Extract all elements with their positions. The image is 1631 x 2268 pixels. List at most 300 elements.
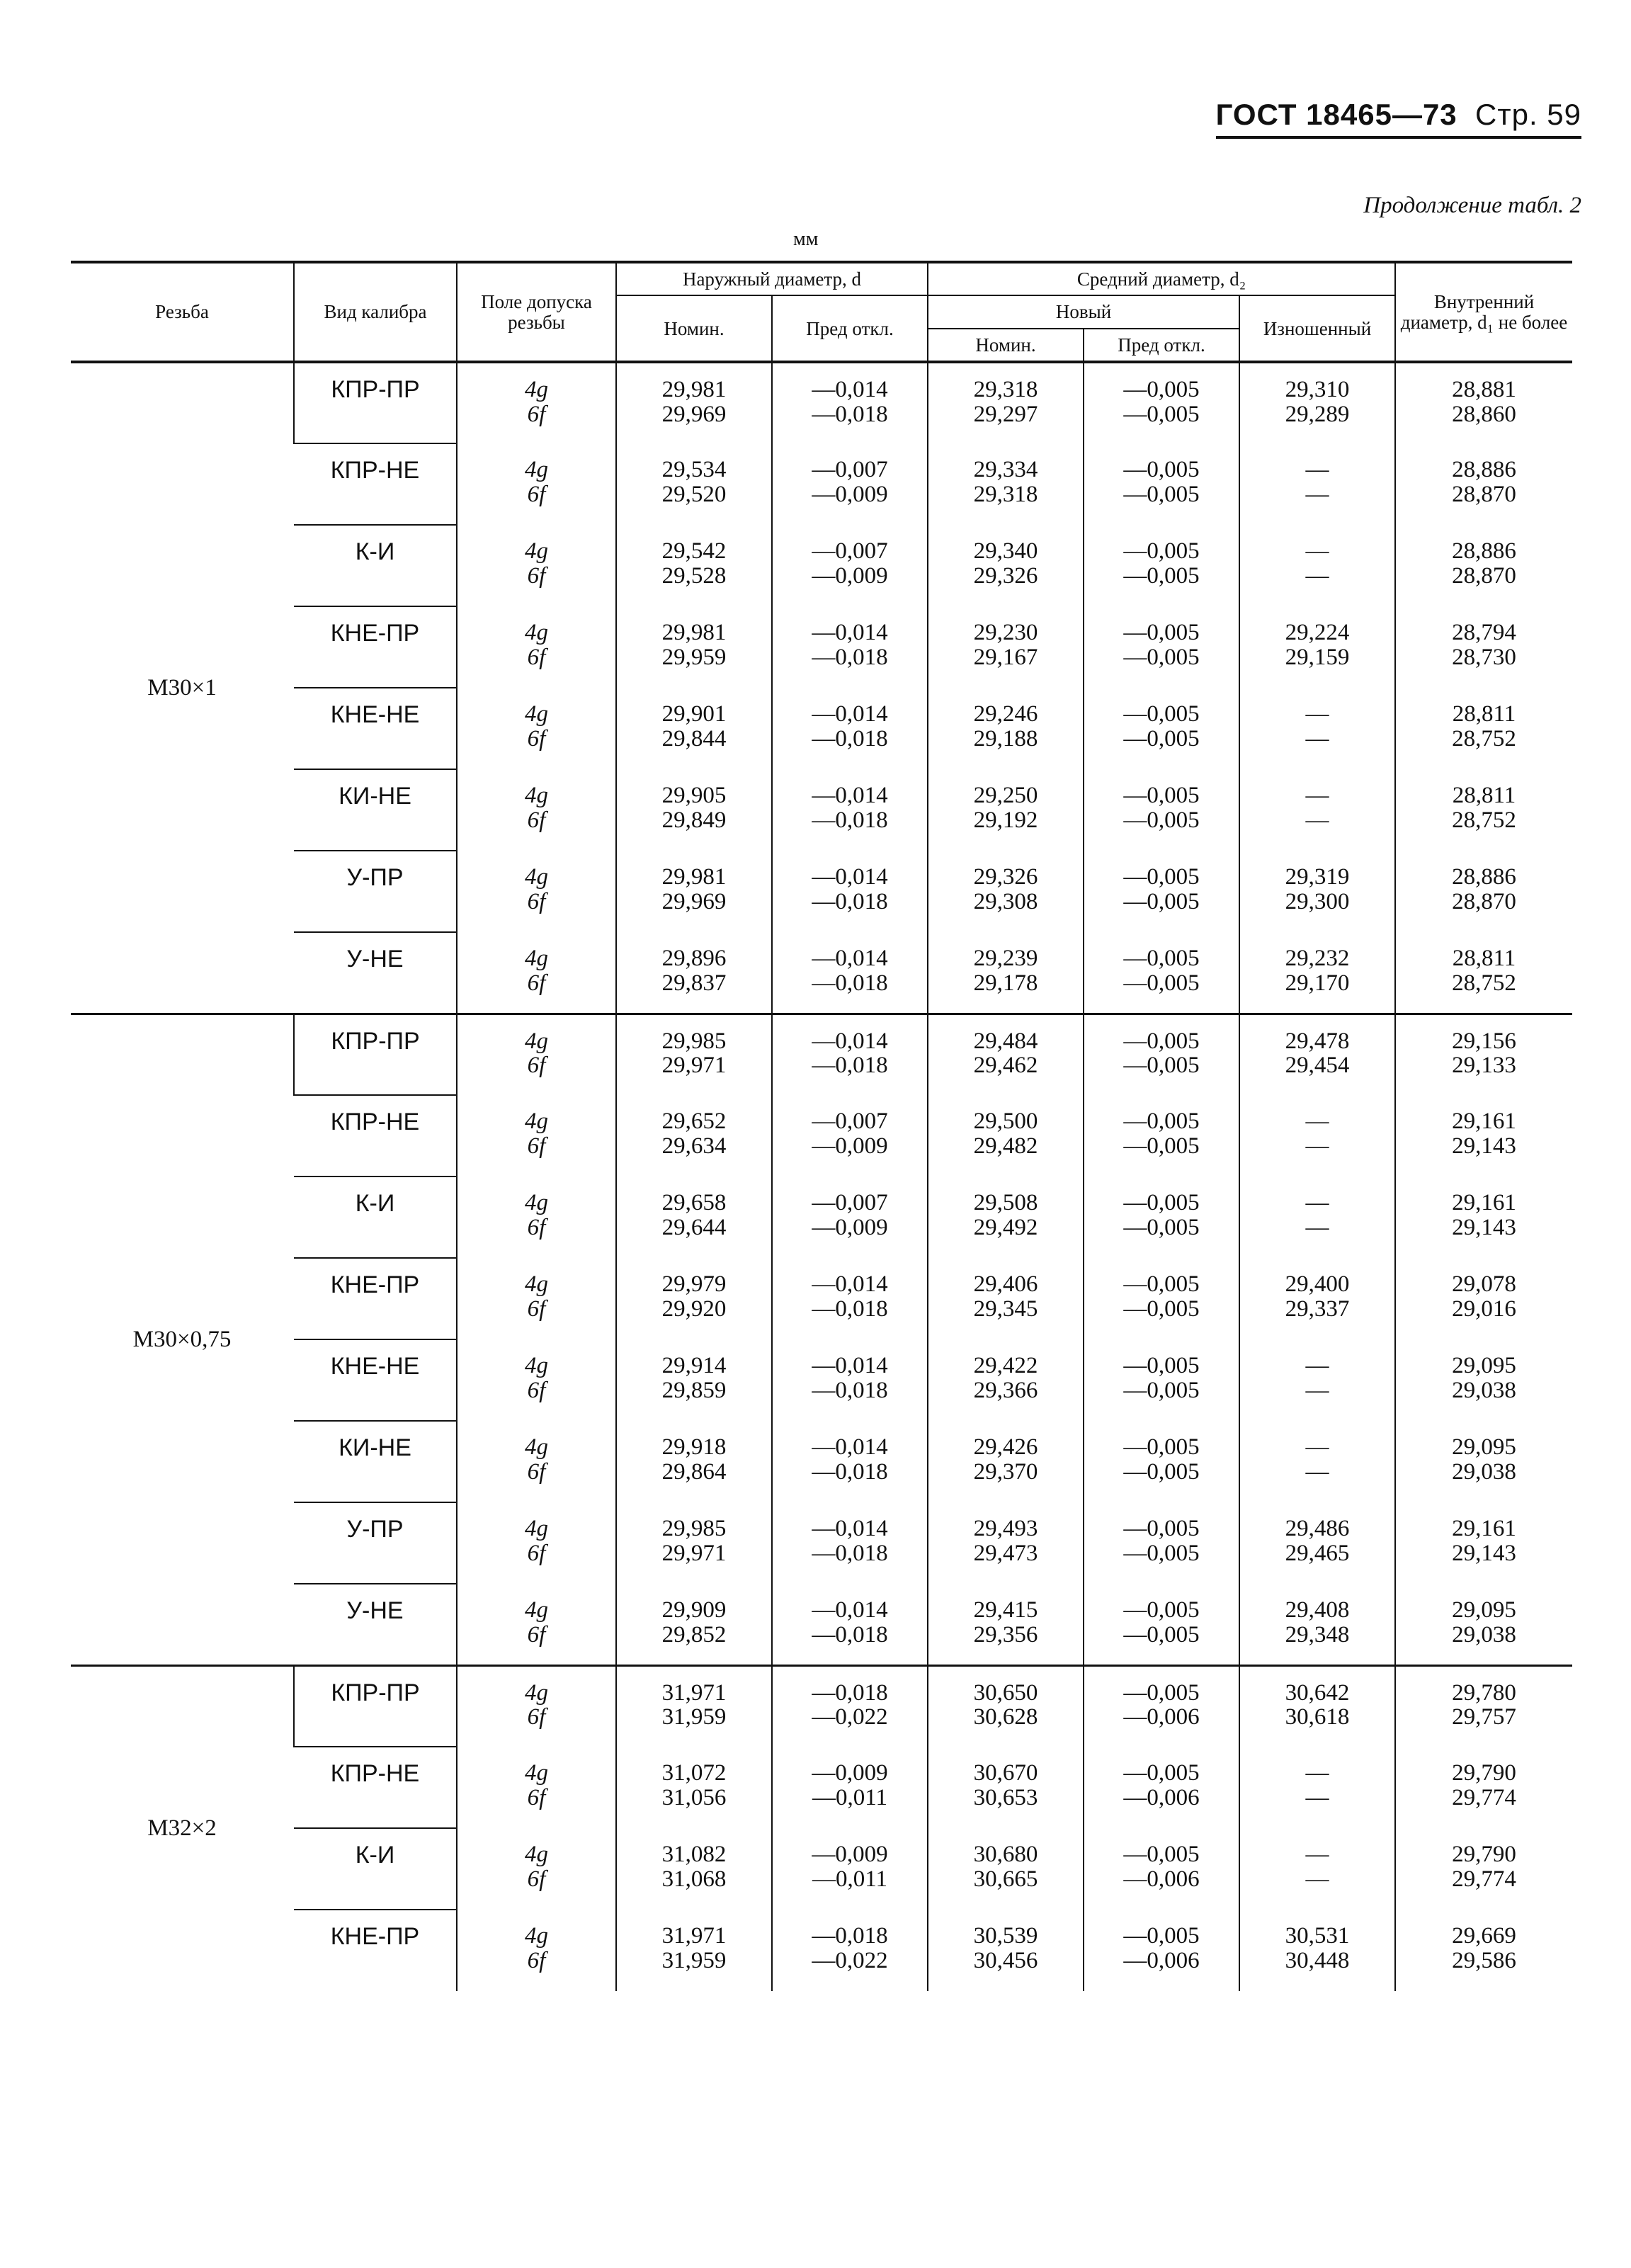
tolerance-field-cell-line: 6f — [527, 1458, 546, 1485]
outer-nominal-cell-line: 29,634 — [661, 1133, 727, 1159]
outer-nominal-cell-line: 31,959 — [661, 1704, 727, 1730]
inner-diameter-cell-line: 29,143 — [1452, 1133, 1516, 1159]
outer-deviation-cell-line: —0,014 — [812, 620, 888, 646]
pitch-nominal-cell-line: 29,318 — [973, 481, 1038, 507]
tolerance-field-cell-line: 4g — [525, 1516, 548, 1542]
gauge-type-cell: КНЕ-ПР — [294, 1258, 457, 1339]
pitch-deviation-cell-line: —0,005 — [1123, 1377, 1200, 1403]
pitch-deviation-cell-line: —0,005 — [1123, 725, 1200, 752]
page-number: Стр. 59 — [1475, 98, 1581, 131]
pitch-deviation-cell-line: —0,005 — [1123, 1109, 1200, 1135]
tolerance-field-cell-line: 4g — [525, 1679, 548, 1706]
worn-cell — [1239, 1584, 1395, 1665]
pitch-nominal-cell-line: 29,422 — [973, 1353, 1038, 1379]
pitch-nominal-cell — [928, 1747, 1084, 1828]
header-pitch-deviation: Пред откл. — [1084, 329, 1239, 362]
outer-deviation-cell-line: —0,014 — [812, 1516, 888, 1542]
inner-diameter-cell — [1395, 443, 1572, 525]
inner-diameter-cell-line: 28,811 — [1452, 946, 1516, 972]
inner-diameter-cell-line: 28,870 — [1452, 562, 1516, 589]
outer-nominal-cell-line: 29,896 — [661, 946, 727, 972]
outer-deviation-cell-line: —0,009 — [812, 1760, 888, 1786]
worn-cell — [1239, 362, 1395, 443]
outer-nominal-cell — [616, 932, 772, 1014]
pitch-deviation-cell — [1084, 851, 1239, 932]
outer-deviation-cell-line: —0,014 — [812, 1353, 888, 1379]
inner-diameter-cell-line: 28,860 — [1452, 401, 1516, 427]
outer-deviation-cell-line: —0,009 — [812, 1214, 888, 1240]
tolerance-field-cell-line: 4g — [525, 1597, 548, 1623]
outer-deviation-cell-line: —0,014 — [812, 864, 888, 890]
table-row — [71, 1502, 1572, 1584]
inner-diameter-cell — [1395, 606, 1572, 688]
inner-diameter-cell-line: 29,038 — [1452, 1458, 1516, 1485]
outer-deviation-cell-line: —0,014 — [812, 377, 888, 403]
tolerance-field-cell — [457, 1014, 616, 1095]
outer-nominal-cell — [616, 1014, 772, 1095]
pitch-nominal-cell-line: 30,680 — [973, 1842, 1038, 1868]
outer-nominal-cell — [616, 688, 772, 769]
tolerance-field-cell-line: 6f — [527, 888, 546, 914]
pitch-deviation-cell-line: —0,005 — [1123, 701, 1200, 727]
table-row — [71, 362, 1572, 443]
pitch-deviation-cell-line: —0,005 — [1123, 807, 1200, 833]
inner-diameter-cell — [1395, 932, 1572, 1014]
inner-diameter-cell-line: 29,586 — [1452, 1947, 1516, 1973]
tolerance-field-cell — [457, 362, 616, 443]
gauge-type-cell: К-И — [294, 525, 457, 606]
inner-diameter-cell-line: 29,161 — [1452, 1190, 1516, 1216]
pitch-deviation-cell-line: —0,005 — [1123, 1434, 1200, 1461]
pitch-deviation-cell-line: —0,005 — [1123, 1760, 1200, 1786]
outer-deviation-cell — [772, 1828, 928, 1910]
tolerance-field-cell — [457, 525, 616, 606]
header-new: Новый — [928, 295, 1239, 328]
tolerance-field-cell — [457, 1421, 616, 1502]
pitch-deviation-cell — [1084, 1421, 1239, 1502]
inner-diameter-cell-line: 29,016 — [1452, 1295, 1516, 1322]
outer-nominal-cell-line: 31,068 — [661, 1866, 727, 1892]
tolerance-field-cell-line: 6f — [527, 1621, 546, 1648]
worn-cell-line: — — [1305, 538, 1329, 565]
pitch-deviation-cell — [1084, 362, 1239, 443]
outer-deviation-cell — [772, 1747, 928, 1828]
outer-nominal-cell — [616, 1095, 772, 1176]
worn-cell-line: — — [1305, 562, 1329, 589]
pitch-nominal-cell-line: 30,653 — [973, 1784, 1038, 1810]
table-row — [71, 1910, 1572, 1991]
gauge-type-cell: У-НЕ — [346, 1597, 404, 1625]
pitch-nominal-cell-line: 29,406 — [973, 1271, 1038, 1298]
tolerance-field-cell-line: 6f — [527, 481, 546, 507]
tolerance-field-cell-line: 6f — [527, 1053, 546, 1079]
pitch-deviation-cell-line: —0,005 — [1123, 1190, 1200, 1216]
outer-nominal-cell — [616, 851, 772, 932]
table-continuation-caption: Продолжение табл. 2 — [1363, 193, 1581, 218]
pitch-deviation-cell — [1084, 1910, 1239, 1991]
tolerance-field-cell-line: 6f — [527, 1295, 546, 1322]
outer-deviation-cell-line: —0,018 — [812, 1540, 888, 1566]
tolerance-field-cell — [457, 851, 616, 932]
gauge-type-cell: КПР-ПР — [294, 362, 457, 443]
tolerance-field-cell — [457, 1502, 616, 1584]
table-body — [71, 362, 1572, 1991]
pitch-nominal-cell-line: 29,188 — [973, 725, 1038, 752]
worn-cell-line: — — [1305, 1842, 1329, 1868]
gauge-type-cell: КНЕ-НЕ — [294, 688, 457, 769]
outer-deviation-cell-line: —0,007 — [812, 1109, 888, 1135]
worn-cell-line: 29,232 — [1285, 946, 1350, 972]
worn-cell-line: 29,310 — [1285, 377, 1350, 403]
pitch-nominal-cell — [928, 851, 1084, 932]
table-row — [71, 1014, 1572, 1095]
outer-deviation-cell-line: —0,009 — [812, 481, 888, 507]
pitch-deviation-cell-line: —0,005 — [1123, 1540, 1200, 1566]
outer-deviation-cell-line: —0,018 — [812, 401, 888, 427]
table-row — [71, 1339, 1572, 1421]
worn-cell-line: — — [1305, 783, 1329, 809]
tolerance-field-cell-line: 6f — [527, 1866, 546, 1892]
gauge-type-cell: У-НЕ — [346, 946, 404, 973]
tolerance-field-cell-line: 6f — [527, 807, 546, 833]
standard-number: ГОСТ 18465—73 — [1215, 98, 1457, 131]
inner-diameter-cell-line: 29,156 — [1452, 1028, 1516, 1054]
worn-cell — [1239, 932, 1395, 1014]
outer-nominal-cell — [616, 1502, 772, 1584]
inner-diameter-cell — [1395, 1339, 1572, 1421]
pitch-deviation-cell-line: —0,005 — [1123, 1842, 1200, 1868]
tolerance-field-cell — [457, 932, 616, 1014]
tolerance-field-cell — [457, 1828, 616, 1910]
header-gauge-type: Вид калибра — [294, 262, 457, 362]
pitch-nominal-cell-line: 29,326 — [973, 864, 1038, 890]
outer-nominal-cell-line: 29,542 — [661, 538, 727, 565]
pitch-deviation-cell-line: —0,005 — [1123, 562, 1200, 589]
tolerance-field-cell-line: 4g — [525, 1271, 548, 1298]
tolerance-field-cell — [457, 1747, 616, 1828]
inner-diameter-cell-line: 28,886 — [1452, 864, 1516, 890]
outer-nominal-cell-line: 29,920 — [661, 1295, 727, 1322]
table-row — [71, 525, 1572, 606]
pitch-nominal-cell — [928, 1421, 1084, 1502]
outer-deviation-cell-line: —0,014 — [812, 1271, 888, 1298]
gauge-type-cell: КНЕ-НЕ — [294, 1339, 457, 1421]
pitch-nominal-cell-line: 29,493 — [973, 1516, 1038, 1542]
table-row — [71, 1258, 1572, 1339]
pitch-nominal-cell-line: 29,492 — [973, 1214, 1038, 1240]
outer-deviation-cell-line: —0,018 — [812, 807, 888, 833]
gauge-type-cell: КПР-НЕ — [294, 1095, 457, 1176]
table-row — [71, 1584, 1572, 1665]
inner-diameter-cell-line: 28,794 — [1452, 620, 1516, 646]
outer-nominal-cell-line: 29,909 — [661, 1597, 727, 1623]
page-header — [1216, 98, 1581, 139]
tolerance-field-cell-line: 4g — [525, 457, 548, 483]
worn-cell-line: — — [1305, 1760, 1329, 1786]
inner-diameter-cell-line: 29,774 — [1452, 1866, 1516, 1892]
pitch-nominal-cell-line: 29,246 — [973, 701, 1038, 727]
outer-deviation-cell-line: —0,009 — [812, 1133, 888, 1159]
gauge-type-cell: КИ-НЕ — [294, 1421, 457, 1502]
pitch-deviation-cell-line: —0,006 — [1123, 1704, 1200, 1730]
outer-nominal-cell-line: 31,056 — [661, 1784, 727, 1810]
worn-cell — [1239, 1176, 1395, 1258]
outer-deviation-cell-line: —0,018 — [812, 970, 888, 996]
outer-deviation-cell-line: —0,022 — [812, 1704, 888, 1730]
pitch-deviation-cell-line: —0,005 — [1123, 946, 1200, 972]
pitch-deviation-cell-line: —0,005 — [1123, 1295, 1200, 1322]
outer-deviation-cell-line: —0,022 — [812, 1947, 888, 1973]
pitch-deviation-cell-line: —0,005 — [1123, 457, 1200, 483]
inner-diameter-cell — [1395, 851, 1572, 932]
tolerance-field-cell-line: 4g — [525, 1353, 548, 1379]
outer-deviation-cell-line: —0,018 — [812, 1923, 888, 1949]
worn-cell — [1239, 1258, 1395, 1339]
pitch-deviation-cell-line: —0,005 — [1123, 1923, 1200, 1949]
inner-diameter-cell-line: 28,870 — [1452, 888, 1516, 914]
thread-designation: М32×2 — [71, 1665, 294, 1991]
inner-diameter-cell-line: 29,790 — [1452, 1842, 1516, 1868]
inner-diameter-cell-line: 29,143 — [1452, 1214, 1516, 1240]
pitch-nominal-cell-line: 29,500 — [973, 1109, 1038, 1135]
pitch-deviation-cell — [1084, 1747, 1239, 1828]
inner-diameter-cell-line: 29,161 — [1452, 1516, 1516, 1542]
pitch-deviation-cell — [1084, 932, 1239, 1014]
outer-nominal-cell-line: 29,981 — [661, 377, 727, 403]
inner-diameter-cell-line: 28,752 — [1452, 725, 1516, 752]
worn-cell-line: 30,618 — [1285, 1704, 1350, 1730]
table-row — [71, 1095, 1572, 1176]
outer-deviation-cell-line: —0,014 — [812, 1434, 888, 1461]
worn-cell-line: 29,319 — [1285, 864, 1350, 890]
pitch-nominal-cell — [928, 1665, 1084, 1747]
gauge-type-cell: КПР-НЕ — [294, 1747, 457, 1828]
pitch-deviation-cell — [1084, 1258, 1239, 1339]
outer-deviation-cell-line: —0,018 — [812, 1621, 888, 1648]
pitch-nominal-cell-line: 29,366 — [973, 1377, 1038, 1403]
tolerance-field-cell — [457, 1258, 616, 1339]
worn-cell-line: — — [1305, 1109, 1329, 1135]
outer-nominal-cell-line: 29,985 — [661, 1028, 727, 1054]
outer-nominal-cell — [616, 443, 772, 525]
pitch-deviation-cell-line: —0,005 — [1123, 1053, 1200, 1079]
thread-designation: М30×1 — [71, 362, 294, 1014]
pitch-nominal-cell-line: 29,508 — [973, 1190, 1038, 1216]
tolerance-field-cell — [457, 1665, 616, 1747]
outer-nominal-cell-line: 29,905 — [661, 783, 727, 809]
outer-nominal-cell-line: 29,981 — [661, 864, 727, 890]
pitch-nominal-cell-line: 30,665 — [973, 1866, 1038, 1892]
outer-deviation-cell — [772, 1502, 928, 1584]
tolerance-field-cell-line: 4g — [525, 946, 548, 972]
worn-cell-line: 29,289 — [1285, 401, 1350, 427]
tolerance-field-cell-line: 6f — [527, 1214, 546, 1240]
outer-nominal-cell — [616, 769, 772, 851]
outer-deviation-cell-line: —0,018 — [812, 888, 888, 914]
worn-cell-line: — — [1305, 481, 1329, 507]
pitch-nominal-cell-line: 29,340 — [973, 538, 1038, 565]
pitch-deviation-cell-line: —0,005 — [1123, 1214, 1200, 1240]
outer-deviation-cell — [772, 1421, 928, 1502]
pitch-nominal-cell — [928, 769, 1084, 851]
inner-diameter-cell — [1395, 688, 1572, 769]
outer-nominal-cell-line: 29,969 — [661, 401, 727, 427]
worn-cell-line: — — [1305, 1458, 1329, 1485]
worn-cell-line: — — [1305, 1353, 1329, 1379]
pitch-nominal-cell — [928, 1095, 1084, 1176]
pitch-nominal-cell-line: 29,230 — [973, 620, 1038, 646]
outer-deviation-cell-line: —0,007 — [812, 1190, 888, 1216]
inner-diameter-cell-line: 28,811 — [1452, 701, 1516, 727]
pitch-nominal-cell — [928, 1910, 1084, 1991]
tolerance-field-cell — [457, 443, 616, 525]
outer-nominal-cell-line: 29,985 — [661, 1516, 727, 1542]
tolerance-field-cell-line: 6f — [527, 1947, 546, 1973]
pitch-nominal-cell-line: 29,167 — [973, 644, 1038, 670]
pitch-nominal-cell-line: 30,670 — [973, 1760, 1038, 1786]
inner-diameter-cell — [1395, 1258, 1572, 1339]
pitch-deviation-cell — [1084, 1176, 1239, 1258]
header-pitch-diameter: Средний диаметр, d₂ — [928, 262, 1395, 295]
outer-nominal-cell — [616, 1910, 772, 1991]
outer-nominal-cell-line: 29,971 — [661, 1053, 727, 1079]
tolerance-field-cell-line: 6f — [527, 1704, 546, 1730]
worn-cell-line: — — [1305, 701, 1329, 727]
pitch-nominal-cell — [928, 525, 1084, 606]
inner-diameter-cell-line: 29,780 — [1452, 1679, 1516, 1706]
pitch-nominal-cell — [928, 1258, 1084, 1339]
pitch-deviation-cell-line: —0,005 — [1123, 864, 1200, 890]
outer-nominal-cell-line: 29,914 — [661, 1353, 727, 1379]
outer-deviation-cell-line: —0,009 — [812, 1842, 888, 1868]
pitch-deviation-cell — [1084, 688, 1239, 769]
inner-diameter-cell — [1395, 1421, 1572, 1502]
worn-cell — [1239, 525, 1395, 606]
pitch-deviation-cell-line: —0,005 — [1123, 1028, 1200, 1054]
tolerance-field-cell — [457, 1176, 616, 1258]
outer-nominal-cell-line: 29,520 — [661, 481, 727, 507]
pitch-deviation-cell — [1084, 1665, 1239, 1747]
outer-nominal-cell — [616, 1747, 772, 1828]
worn-cell-line: 29,159 — [1285, 644, 1350, 670]
gauge-type-cell: КИ-НЕ — [294, 769, 457, 851]
inner-diameter-cell-line: 29,161 — [1452, 1109, 1516, 1135]
worn-cell — [1239, 1014, 1395, 1095]
pitch-nominal-cell-line: 29,250 — [973, 783, 1038, 809]
outer-nominal-cell-line: 29,852 — [661, 1621, 727, 1648]
inner-diameter-cell — [1395, 1095, 1572, 1176]
header-outer-nominal: Номин. — [616, 295, 772, 362]
outer-nominal-cell-line: 29,918 — [661, 1434, 727, 1461]
pitch-deviation-cell — [1084, 1502, 1239, 1584]
outer-nominal-cell-line: 29,837 — [661, 970, 727, 996]
table-row — [71, 851, 1572, 932]
worn-cell-line: 29,400 — [1285, 1271, 1350, 1298]
gauge-type-cell: У-ПР — [294, 851, 457, 932]
gauge-type-cell: У-ПР — [294, 1502, 457, 1584]
worn-cell-line: — — [1305, 1866, 1329, 1892]
inner-diameter-cell — [1395, 362, 1572, 443]
outer-deviation-cell — [772, 851, 928, 932]
worn-cell-line: 30,531 — [1285, 1923, 1350, 1949]
inner-diameter-cell — [1395, 1665, 1572, 1747]
header-outer-diameter: Наружный диаметр, d — [616, 262, 928, 295]
tolerance-field-cell-line: 4g — [525, 377, 548, 403]
outer-nominal-cell-line: 31,082 — [661, 1842, 727, 1868]
worn-cell-line: 29,465 — [1285, 1540, 1350, 1566]
outer-deviation-cell-line: —0,018 — [812, 1053, 888, 1079]
outer-nominal-cell — [616, 1258, 772, 1339]
pitch-deviation-cell — [1084, 1339, 1239, 1421]
outer-deviation-cell-line: —0,009 — [812, 562, 888, 589]
worn-cell-line: 29,348 — [1285, 1621, 1350, 1648]
outer-nominal-cell-line: 29,528 — [661, 562, 727, 589]
tolerance-field-cell-line: 4g — [525, 783, 548, 809]
outer-deviation-cell — [772, 1910, 928, 1991]
worn-cell — [1239, 1502, 1395, 1584]
worn-cell-line: 29,170 — [1285, 970, 1350, 996]
outer-deviation-cell-line: —0,014 — [812, 783, 888, 809]
worn-cell — [1239, 851, 1395, 932]
pitch-deviation-cell-line: —0,005 — [1123, 401, 1200, 427]
pitch-deviation-cell — [1084, 1095, 1239, 1176]
outer-deviation-cell-line: —0,014 — [812, 1597, 888, 1623]
outer-nominal-cell-line: 31,072 — [661, 1760, 727, 1786]
pitch-deviation-cell-line: —0,005 — [1123, 888, 1200, 914]
worn-cell — [1239, 443, 1395, 525]
gauge-type-cell: К-И — [294, 1176, 457, 1258]
pitch-nominal-cell — [928, 606, 1084, 688]
worn-cell — [1239, 1665, 1395, 1747]
worn-cell — [1239, 1828, 1395, 1910]
pitch-nominal-cell — [928, 1339, 1084, 1421]
tolerance-field-cell — [457, 1339, 616, 1421]
inner-diameter-cell-line: 29,669 — [1452, 1923, 1516, 1949]
outer-nominal-cell — [616, 1584, 772, 1665]
outer-nominal-cell-line: 29,859 — [661, 1377, 727, 1403]
pitch-nominal-cell-line: 29,334 — [973, 457, 1038, 483]
pitch-nominal-cell-line: 29,239 — [973, 946, 1038, 972]
worn-cell — [1239, 1747, 1395, 1828]
outer-nominal-cell-line: 31,971 — [661, 1679, 727, 1706]
inner-diameter-cell — [1395, 1502, 1572, 1584]
pitch-deviation-cell-line: —0,005 — [1123, 1458, 1200, 1485]
outer-nominal-cell-line: 29,658 — [661, 1190, 727, 1216]
outer-nominal-cell-line: 31,971 — [661, 1923, 727, 1949]
worn-cell-line: — — [1305, 1214, 1329, 1240]
inner-diameter-cell-line: 28,870 — [1452, 481, 1516, 507]
inner-diameter-cell — [1395, 769, 1572, 851]
worn-cell-line: 29,486 — [1285, 1516, 1350, 1542]
tolerance-field-cell-line: 4g — [525, 1028, 548, 1054]
table-row — [71, 1176, 1572, 1258]
table-row — [71, 1421, 1572, 1502]
pitch-nominal-cell-line: 30,539 — [973, 1923, 1038, 1949]
pitch-nominal-cell-line: 29,192 — [973, 807, 1038, 833]
outer-nominal-cell — [616, 1176, 772, 1258]
gauge-type-cell: КПР-ПР — [294, 1014, 457, 1095]
outer-nominal-cell-line: 29,864 — [661, 1458, 727, 1485]
outer-deviation-cell — [772, 525, 928, 606]
outer-deviation-cell — [772, 769, 928, 851]
outer-nominal-cell — [616, 1421, 772, 1502]
pitch-nominal-cell — [928, 688, 1084, 769]
pitch-deviation-cell-line: —0,006 — [1123, 1784, 1200, 1810]
outer-deviation-cell-line: —0,014 — [812, 946, 888, 972]
outer-nominal-cell-line: 29,901 — [661, 701, 727, 727]
tolerance-field-cell-line: 4g — [525, 1434, 548, 1461]
outer-nominal-cell-line: 29,849 — [661, 807, 727, 833]
